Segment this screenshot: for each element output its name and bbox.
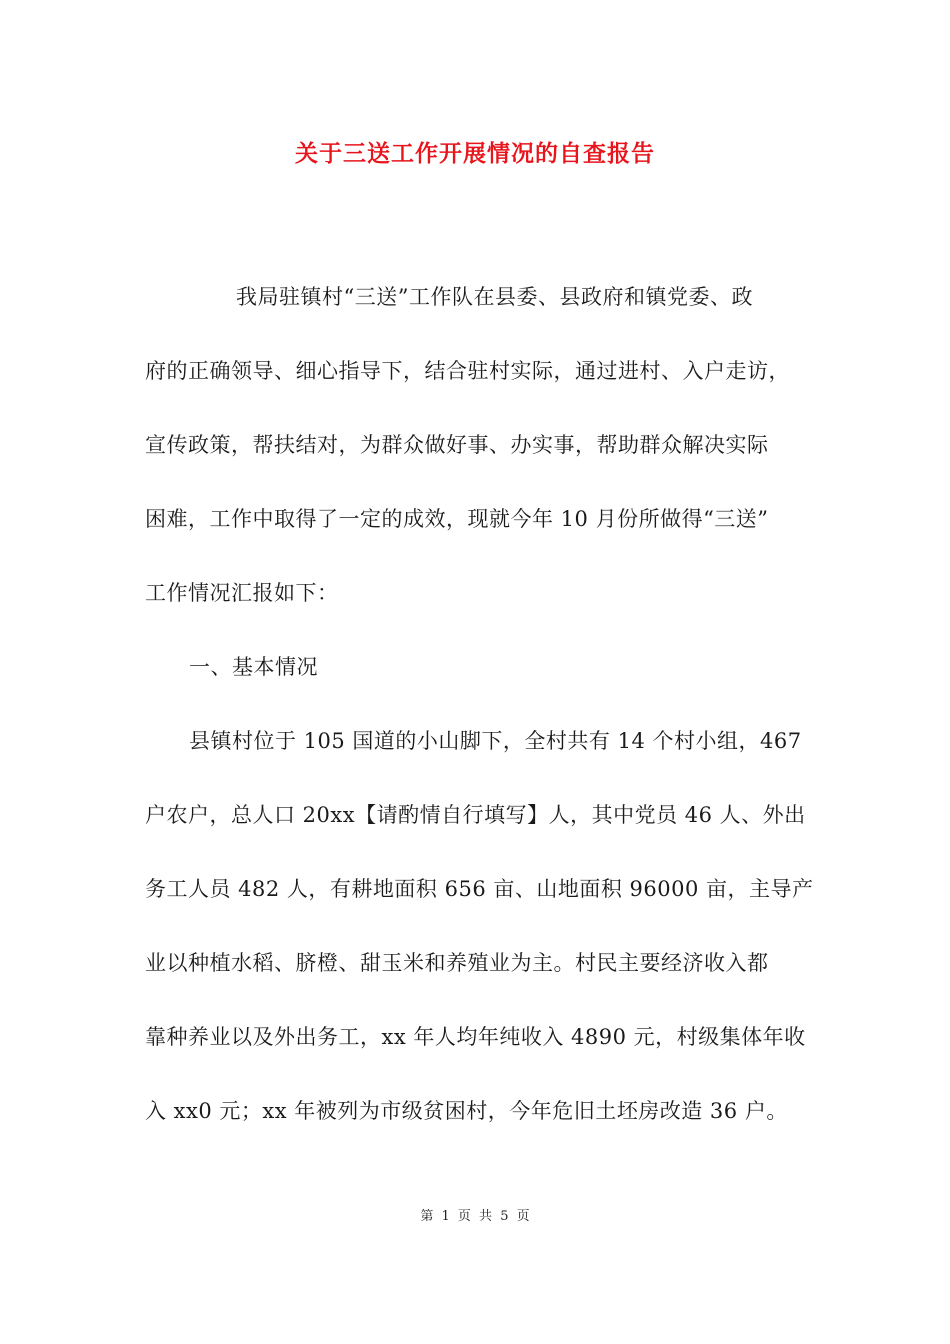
paragraph-line: 宣传政策，帮扶结对，为群众做好事、办实事，帮助群众解决实际 (145, 433, 769, 457)
paragraph-line: 县镇村位于 105 国道的小山脚下，全村共有 14 个村小组，467 (189, 729, 802, 753)
document-title: 关于三送工作开展情况的自查报告 (295, 140, 655, 167)
paragraph-line: 府的正确领导、细心指导下，结合驻村实际，通过进村、入户走访， (145, 359, 790, 383)
paragraph-line: 入 xx0 元；xx 年被列为市级贫困村，今年危旧土坯房改造 36 户。 (145, 1099, 788, 1123)
paragraph-line: 我局驻镇村“三送”工作队在县委、县政府和镇党委、政 (236, 285, 753, 309)
paragraph-line: 务工人员 482 人，有耕地面积 656 亩、山地面积 96000 亩，主导产 (145, 877, 814, 901)
paragraph-line: 工作情况汇报如下： (145, 581, 339, 605)
paragraph-line: 业以种植水稻、脐橙、甜玉米和养殖业为主。村民主要经济收入都 (145, 951, 769, 975)
section-heading: 一、基本情况 (189, 655, 318, 679)
page-number-footer: 第 1 页 共 5 页 (420, 1209, 530, 1224)
paragraph-line: 困难，工作中取得了一定的成效，现就今年 10 月份所做得“三送” (145, 507, 769, 531)
paragraph-line: 靠种养业以及外出务工，xx 年人均年纯收入 4890 元，村级集体年收 (145, 1025, 806, 1049)
paragraph-line: 户农户，总人口 20xx【请酌情自行填写】人，其中党员 46 人、外出 (145, 803, 806, 827)
